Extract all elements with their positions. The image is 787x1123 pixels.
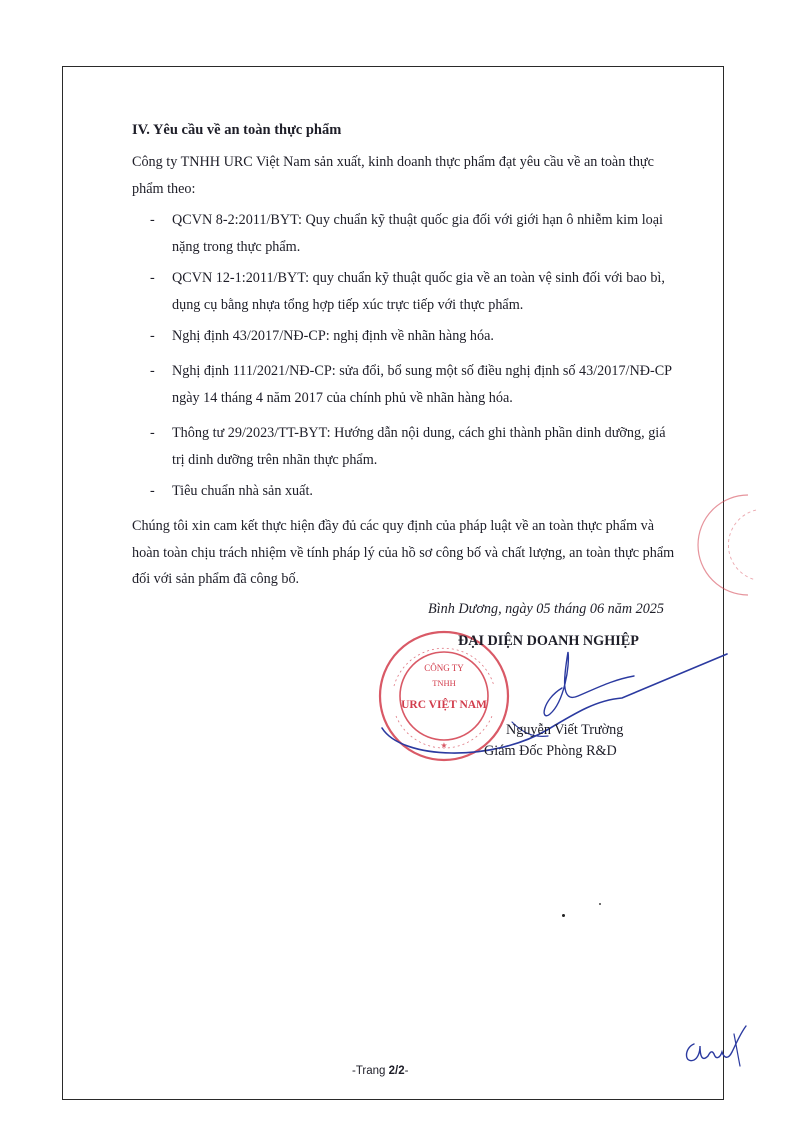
commitment-line-1: Chúng tôi xin cam kết thực hiện đầy đủ các quy định của pháp luật về an toàn thực phẩm và — [132, 518, 655, 534]
list-item-line-2: nặng trong thực phẩm. — [172, 239, 301, 255]
bullet-dash: - — [150, 328, 155, 344]
intro-line-2: phẩm theo: — [132, 181, 196, 197]
commitment-line-3: đối với sản phẩm đã công bố. — [132, 571, 300, 587]
intro-line-1: Công ty TNHH URC Việt Nam sản xuất, kinh doanh thực phẩm đạt yêu cầu về an toàn thực — [132, 154, 654, 170]
page-number: -Trang 2/2- — [352, 1065, 409, 1077]
signer-position: Giám Đốc Phòng R&D — [484, 743, 617, 759]
svg-text:★: ★ — [440, 741, 448, 750]
bullet-dash: - — [150, 212, 155, 228]
list-item-line-2: dụng cụ bằng nhựa tổng hợp tiếp xúc trực tiếp với thực phẩm. — [172, 297, 524, 313]
svg-text:TNHH: TNHH — [432, 678, 456, 688]
list-item-line-1: Tiêu chuẩn nhà sản xuất. — [172, 483, 313, 499]
list-item-line-2: trị dinh dưỡng trên nhãn thực phẩm. — [172, 452, 378, 468]
bullet-dash: - — [150, 425, 155, 441]
svg-text:CÔNG TY: CÔNG TY — [424, 663, 464, 673]
place-date: Bình Dương, ngày 05 tháng 06 năm 2025 — [428, 601, 664, 617]
list-item-line-1: QCVN 12-1:2011/BYT: quy chuẩn kỹ thuật quốc gia về an toàn vệ sinh đối với bao bì, — [172, 270, 665, 286]
representative-title: ĐẠI DIỆN DOANH NGHIỆP — [458, 633, 639, 649]
bullet-dash: - — [150, 363, 155, 379]
list-item-line-1: Nghị định 43/2017/NĐ-CP: nghị định về nhãn hàng hóa. — [172, 328, 494, 344]
bullet-dash: - — [150, 270, 155, 286]
section-heading: IV. Yêu cầu về an toàn thực phẩm — [132, 122, 342, 138]
speck — [562, 914, 565, 917]
list-item-line-1: Thông tư 29/2023/TT-BYT: Hướng dẫn nội dung, cách ghi thành phần dinh dưỡng, giá — [172, 425, 666, 441]
list-item-line-1: Nghị định 111/2021/NĐ-CP: sửa đổi, bổ sung một số điều nghị định số 43/2017/NĐ-CP — [172, 363, 673, 379]
list-item-line-2: ngày 14 tháng 4 năm 2017 của chính phủ về nhãn hàng hóa. — [172, 390, 513, 406]
commitment-line-2: hoàn toàn chịu trách nhiệm về tính pháp lý của hồ sơ công bố và chất lượng, an toàn thực phẩm — [132, 545, 675, 561]
list-item-line-1: QCVN 8-2:2011/BYT: Quy chuẩn kỹ thuật quốc gia đối với giới hạn ô nhiễm kim loại — [172, 212, 663, 228]
signer-name: Nguyễn Viết Trường — [506, 722, 624, 738]
bullet-dash: - — [150, 483, 155, 499]
initials-icon — [680, 1022, 750, 1072]
svg-text:URC VIỆT NAM: URC VIỆT NAM — [401, 699, 487, 711]
edge-seal-fragment-icon — [708, 490, 787, 600]
speck — [599, 903, 601, 905]
